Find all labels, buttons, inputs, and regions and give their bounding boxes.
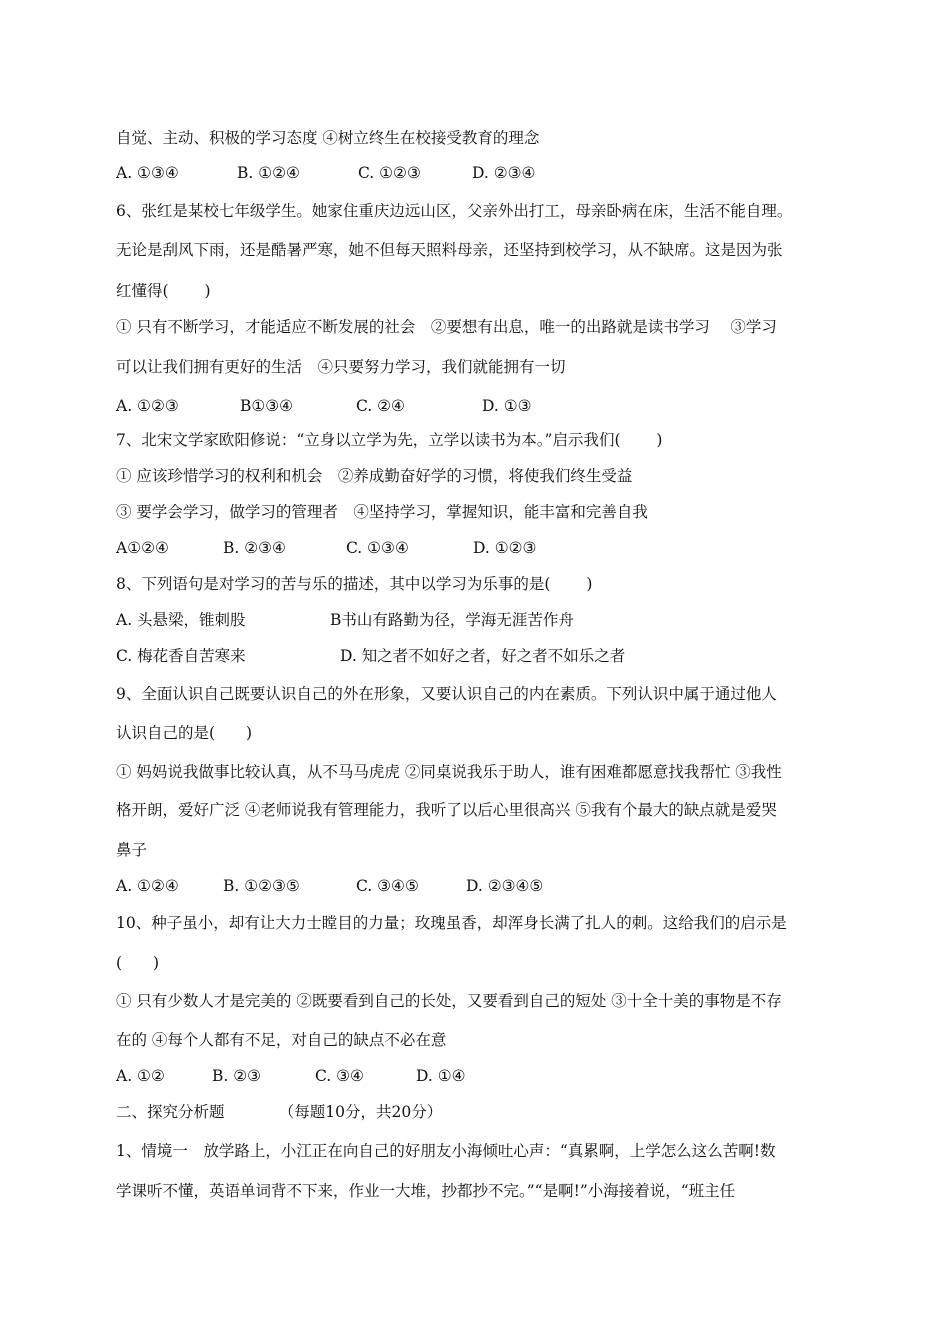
text-line: 学课听不懂，英语单词背不下来，作业一大堆，抄都抄不完。”“是啊!”小海接着说，“班主任 — [116, 1182, 736, 1200]
problem-1-text: 1、情境一 放学路上，小江正在向自己的好朋友小海倾吐心声：“真累啊，上学怎么这么苦啊!数 — [116, 1142, 776, 1160]
text-line: ( ) — [116, 954, 160, 972]
option-d: D. ①④ — [416, 1067, 466, 1085]
question-7-text: 7、北宋文学家欧阳修说：“立身以立学为先，立学以读书为本。”启示我们( ) — [116, 431, 663, 449]
text-line: ① 妈妈说我做事比较认真，从不马马虎虎 ②同桌说我乐于助人，谁有困难都愿意找我帮忙 ③我性 — [116, 763, 782, 781]
option-d: D. 知之者不如好之者，好之者不如乐之者 — [340, 647, 626, 665]
text-line: 认识自己的是( ) — [116, 724, 253, 742]
option-b: B. ②③④ — [223, 539, 286, 557]
option-c: C. ②④ — [356, 397, 405, 415]
option-d: D. ②③④⑤ — [466, 877, 544, 895]
text-line: 自觉、主动、积极的学习态度 ④树立终生在校接受教育的理念 — [116, 129, 540, 147]
option-a: A. ①③④ — [116, 164, 179, 182]
option-c: C. ③④⑤ — [356, 877, 419, 895]
option-b: B①③④ — [240, 397, 294, 415]
text-line: ③ 要学会学习，做学习的管理者 ④坚持学习，掌握知识，能丰富和完善自我 — [116, 503, 648, 521]
section-heading: 二、探究分析题 （每题10分，共20分） — [116, 1103, 443, 1121]
option-c: C. 梅花香自苦寒来 — [116, 647, 246, 665]
question-6-text: 6、张红是某校七年级学生。她家住重庆边远山区，父亲外出打工，母亲卧病在床，生活不能自理。 — [116, 202, 793, 220]
text-line: 无论是刮风下雨，还是酷暑严寒，她不但每天照料母亲，还坚持到校学习，从不缺席。这是因为张 — [116, 241, 783, 259]
question-9-text: 9、全面认识自己既要认识自己的外在形象，又要认识自己的内在素质。下列认识中属于通过他人 — [116, 685, 777, 703]
option-b: B书山有路勤为径，学海无涯苦作舟 — [330, 611, 574, 629]
option-a: A. ①② — [116, 1067, 165, 1085]
text-line: ① 应该珍惜学习的权利和机会 ②养成勤奋好学的习惯，将使我们终生受益 — [116, 467, 633, 485]
option-d: D. ②③④ — [472, 164, 536, 182]
text-line: 可以让我们拥有更好的生活 ④只要努力学习，我们就能拥有一切 — [116, 358, 566, 376]
option-c: C. ①③④ — [346, 539, 409, 557]
text-line: ① 只有不断学习，才能适应不断发展的社会 ②要想有出息，唯一的出路就是读书学习 ③学习 — [116, 318, 777, 336]
option-c: C. ③④ — [315, 1067, 364, 1085]
option-b: B. ②③ — [212, 1067, 262, 1085]
option-a: A. 头悬梁，锥刺股 — [116, 611, 246, 629]
option-b: B. ①②③⑤ — [223, 877, 300, 895]
question-10-text: 10、种子虽小，却有让大力士瞠目的力量；玫瑰虽香，却浑身长满了扎人的刺。这给我们的启示是 — [116, 914, 787, 932]
option-a: A. ①②③ — [116, 397, 179, 415]
option-d: D. ①②③ — [473, 539, 537, 557]
option-b: B. ①②④ — [237, 164, 300, 182]
text-line: 红懂得( ) — [116, 282, 211, 300]
option-a: A①②④ — [116, 539, 169, 557]
option-a: A. ①②④ — [116, 877, 179, 895]
text-line: 格开朗，爱好广泛 ④老师说我有管理能力，我听了以后心里很高兴 ⑤我有个最大的缺点就是爱哭 — [116, 801, 777, 819]
text-line: ① 只有少数人才是完美的 ②既要看到自己的长处，又要看到自己的短处 ③十全十美的事物是不存 — [116, 992, 782, 1010]
question-8-text: 8、下列语句是对学习的苦与乐的描述，其中以学习为乐事的是( ) — [116, 575, 593, 593]
option-c: C. ①②③ — [358, 164, 421, 182]
option-d: D. ①③ — [482, 397, 532, 415]
text-line: 鼻子 — [116, 841, 148, 859]
text-line: 在的 ④每个人都有不足，对自己的缺点不必在意 — [116, 1031, 447, 1049]
